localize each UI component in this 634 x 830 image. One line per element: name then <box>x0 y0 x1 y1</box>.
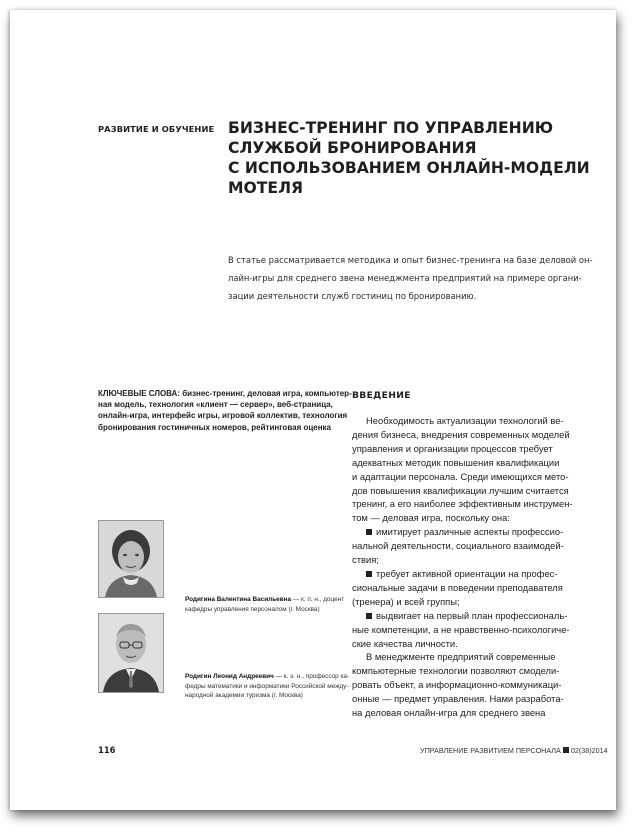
body-line: компьютерные технологии позволяют смодели- <box>352 665 560 677</box>
body-line: дов повышения квалификации лучшим считается <box>352 484 569 496</box>
title-line: БИЗНЕС-ТРЕНИНГ ПО УПРАВЛЕНИЮ <box>228 119 554 137</box>
bullet-item <box>352 567 590 581</box>
body-line: дения бизнеса, внедрения современных моделей <box>352 428 570 440</box>
bullet-square-icon <box>366 571 372 577</box>
body-line: выдвигает на первый план профессиональ- <box>376 609 568 621</box>
author-affiliation: кафедры управления персоналом (г. Москва) <box>185 605 320 613</box>
author-name: Родигин Леонид Андреевич <box>185 673 274 680</box>
journal-name: УПРАВЛЕНИЕ РАЗВИТИЕМ ПЕРСОНАЛА <box>420 746 561 755</box>
page-number: 116 <box>98 745 116 755</box>
author-name: Родигина Валентина Васильевна <box>185 596 292 603</box>
body-line: ствия; <box>352 554 379 566</box>
body-line: Необходимость актуализации технологий ве- <box>366 415 564 426</box>
bullet-item <box>352 609 590 623</box>
journal-footer <box>420 746 608 755</box>
title-line: МОТЕЛЯ <box>228 179 304 197</box>
keywords-line: онлайн-игра, интерфейс игры, игровой коллектив, технология <box>98 411 348 421</box>
bullet-square-icon <box>366 613 372 619</box>
body-line: сиональные задачи в поведении преподавателя <box>352 581 563 593</box>
bullet-item <box>352 525 590 539</box>
body-line: ские качества личности. <box>352 637 458 649</box>
body-line: онные — предмет управления. Нами разработа- <box>352 693 564 705</box>
body-line: ные компетенции, а не нравственно-психологиче- <box>352 623 570 635</box>
keywords-line: бронирования гостиничных номеров, рейтинговая оценка <box>98 422 332 432</box>
abstract-line: В статье рассматривается методика и опыт бизнес-тренинга на базе деловой он- <box>228 255 593 265</box>
author-info <box>185 595 345 614</box>
keywords-block <box>98 388 352 433</box>
author-info <box>185 672 350 701</box>
section-label: РАЗВИТИЕ И ОБУЧЕНИЕ <box>98 124 215 134</box>
abstract-line: зации деятельности служб гостиниц по бронированию. <box>228 291 477 301</box>
author-photo-male <box>98 613 164 693</box>
intro-body <box>352 414 590 720</box>
author-title: — к. э. н., профессор ка- <box>273 673 350 680</box>
body-line: В менеджменте предприятий современные <box>366 651 556 663</box>
abstract-line: лайн-игры для среднего звена менеджмента предприятий на примере органи- <box>228 273 582 283</box>
body-line: на деловая онлайн-игра для среднего звена <box>352 707 546 719</box>
section-heading: ВВЕДЕНИЕ <box>352 390 411 401</box>
abstract <box>228 251 593 305</box>
author-photo-female <box>98 520 164 598</box>
body-line: адекватных методик повышения квалификации <box>352 456 560 468</box>
body-line: (тренера) и всей группы; <box>352 595 460 607</box>
journal-page <box>10 10 616 810</box>
journal-issue: 02(38)2014 <box>570 746 608 755</box>
portrait-icon <box>99 521 163 597</box>
body-line: том — деловая игра, поскольку она: <box>352 512 510 524</box>
keywords-line: КЛЮЧЕВЫЕ СЛОВА: бизнес-тренинг, деловая игра, компьютер- <box>98 389 352 398</box>
article-title <box>228 118 588 198</box>
title-line: СЛУЖБОЙ БРОНИРОВАНИЯ <box>228 139 477 157</box>
body-line: имитирует различные аспекты профессио- <box>376 526 564 538</box>
body-line: ровать объект, а информационно-коммуникаци- <box>352 679 562 691</box>
body-line: управления и организации процессов требует <box>352 442 553 454</box>
separator-square-icon <box>563 747 569 753</box>
title-line: С ИСПОЛЬЗОВАНИЕМ ОНЛАЙН-МОДЕЛИ <box>228 159 590 177</box>
author-affiliation: федры математики и информатики Российской между- <box>185 682 349 690</box>
bullet-square-icon <box>366 529 372 535</box>
portrait-icon <box>99 614 163 692</box>
body-line: тренинг, а его наиболее эффективным инструмен- <box>352 498 573 510</box>
body-line: и адаптации персонала. Среди имеющихся мето- <box>352 470 569 482</box>
body-line: нальной деятельности, социального взаимодей- <box>352 540 564 552</box>
author-affiliation: народной академии туризма (г. Москва) <box>185 692 303 700</box>
body-line: требует активной ориентации на профес- <box>376 567 558 579</box>
author-title: — к. п. н., доцент <box>291 596 345 603</box>
keywords-line: ная модель, технология «клиент — сервер», веб-страница, <box>98 400 333 410</box>
